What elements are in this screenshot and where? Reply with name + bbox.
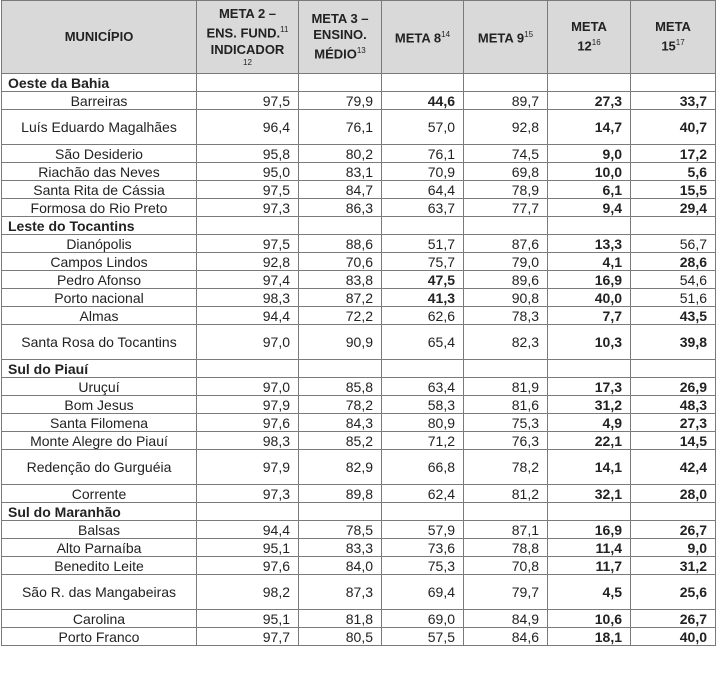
meta9-cell: 81,9 <box>464 378 548 396</box>
meta15-cell: 29,4 <box>631 199 716 217</box>
region-empty-cell <box>299 360 382 378</box>
meta12-cell: 31,2 <box>548 396 631 414</box>
meta8-cell: 63,4 <box>382 378 464 396</box>
table-row <box>2 253 716 271</box>
meta8-cell: 57,9 <box>382 521 464 539</box>
municipio-cell: Porto nacional <box>2 289 197 307</box>
region-empty-cell <box>299 74 382 92</box>
meta2-cell: 97,9 <box>197 396 299 414</box>
meta15-cell: 33,7 <box>631 92 716 110</box>
meta12-cell: 10,6 <box>548 610 631 628</box>
meta9-cell: 79,7 <box>464 575 548 610</box>
meta15-cell: 9,0 <box>631 539 716 557</box>
meta2-cell: 97,3 <box>197 199 299 217</box>
meta9-cell: 89,6 <box>464 271 548 289</box>
table-row <box>2 396 716 414</box>
header-meta9-sup: 15 <box>524 30 534 40</box>
meta15-cell: 28,0 <box>631 485 716 503</box>
meta9-cell: 74,5 <box>464 145 548 163</box>
municipio-cell: Benedito Leite <box>2 557 197 575</box>
meta9-cell: 89,7 <box>464 92 548 110</box>
meta15-cell: 56,7 <box>631 235 716 253</box>
region-empty-cell <box>382 217 464 235</box>
header-meta9-label: META 9 <box>477 30 525 46</box>
region-empty-cell <box>197 503 299 521</box>
region-empty-cell <box>464 217 548 235</box>
meta8-cell: 57,5 <box>382 628 464 646</box>
meta8-cell: 71,2 <box>382 432 464 450</box>
meta12-cell: 7,7 <box>548 307 631 325</box>
region-label: Sul do Maranhão <box>2 503 197 521</box>
meta9-cell: 92,8 <box>464 110 548 145</box>
meta15-cell: 54,6 <box>631 271 716 289</box>
region-empty-cell <box>548 503 631 521</box>
meta12-cell: 4,1 <box>548 253 631 271</box>
meta9-cell: 81,6 <box>464 396 548 414</box>
meta2-cell: 95,1 <box>197 610 299 628</box>
header-meta15-line2: 15 <box>661 38 676 54</box>
meta9-cell: 79,0 <box>464 253 548 271</box>
region-empty-cell <box>382 360 464 378</box>
meta3-cell: 88,6 <box>299 235 382 253</box>
meta12-cell: 16,9 <box>548 271 631 289</box>
meta2-cell: 97,7 <box>197 628 299 646</box>
municipio-cell: Uruçuí <box>2 378 197 396</box>
meta12-cell: 4,9 <box>548 414 631 432</box>
meta15-cell: 27,3 <box>631 414 716 432</box>
meta12-cell: 11,4 <box>548 539 631 557</box>
meta12-cell: 16,9 <box>548 521 631 539</box>
meta2-cell: 97,3 <box>197 485 299 503</box>
meta9-cell: 82,3 <box>464 325 548 360</box>
municipio-cell: Campos Lindos <box>2 253 197 271</box>
meta8-cell: 63,7 <box>382 199 464 217</box>
meta2-cell: 98,2 <box>197 575 299 610</box>
region-empty-cell <box>631 360 716 378</box>
municipio-cell: Santa Rosa do Tocantins <box>2 325 197 360</box>
meta2-cell: 97,5 <box>197 181 299 199</box>
header-meta2-line1: META 2 – <box>218 6 277 22</box>
header-meta12 <box>548 1 631 74</box>
meta3-cell: 84,0 <box>299 557 382 575</box>
meta3-cell: 84,7 <box>299 181 382 199</box>
meta2-cell: 94,4 <box>197 307 299 325</box>
table-row <box>2 557 716 575</box>
region-label: Oeste da Bahia <box>2 74 197 92</box>
meta8-cell: 75,3 <box>382 557 464 575</box>
table-row <box>2 325 716 360</box>
meta15-cell: 26,9 <box>631 378 716 396</box>
meta3-cell: 76,1 <box>299 110 382 145</box>
meta8-cell: 64,4 <box>382 181 464 199</box>
region-empty-cell <box>299 217 382 235</box>
meta3-cell: 83,3 <box>299 539 382 557</box>
municipio-cell: Dianópolis <box>2 235 197 253</box>
header-meta3-line1: META 3 – <box>311 11 369 27</box>
meta12-cell: 11,7 <box>548 557 631 575</box>
header-meta3-sup: 13 <box>356 46 366 56</box>
table-row <box>2 163 716 181</box>
region-empty-cell <box>382 74 464 92</box>
region-empty-cell <box>464 74 548 92</box>
meta3-cell: 80,2 <box>299 145 382 163</box>
region-label: Leste do Tocantins <box>2 217 197 235</box>
municipio-cell: Redenção do Gurguéia <box>2 450 197 485</box>
header-meta15-sup: 17 <box>675 38 685 48</box>
header-meta8-sup: 14 <box>441 30 451 40</box>
meta3-cell: 89,8 <box>299 485 382 503</box>
table-row <box>2 271 716 289</box>
meta9-cell: 75,3 <box>464 414 548 432</box>
table-row <box>2 610 716 628</box>
meta8-cell: 57,0 <box>382 110 464 145</box>
table-body <box>2 74 716 646</box>
municipio-cell: Carolina <box>2 610 197 628</box>
meta15-cell: 25,6 <box>631 575 716 610</box>
meta15-cell: 28,6 <box>631 253 716 271</box>
header-meta2-line3: INDICADOR <box>210 41 285 57</box>
meta9-cell: 77,7 <box>464 199 548 217</box>
header-meta8-label: META 8 <box>394 30 442 46</box>
meta8-cell: 44,6 <box>382 92 464 110</box>
meta9-cell: 87,6 <box>464 235 548 253</box>
header-meta3 <box>299 1 382 74</box>
table-row <box>2 110 716 145</box>
meta3-cell: 79,9 <box>299 92 382 110</box>
meta15-cell: 42,4 <box>631 450 716 485</box>
meta8-cell: 69,0 <box>382 610 464 628</box>
meta2-cell: 97,0 <box>197 378 299 396</box>
meta12-cell: 4,5 <box>548 575 631 610</box>
meta3-cell: 82,9 <box>299 450 382 485</box>
meta2-cell: 97,9 <box>197 450 299 485</box>
table-row <box>2 628 716 646</box>
table-row <box>2 181 716 199</box>
meta8-cell: 47,5 <box>382 271 464 289</box>
meta2-cell: 97,5 <box>197 92 299 110</box>
meta15-cell: 14,5 <box>631 432 716 450</box>
meta9-cell: 90,8 <box>464 289 548 307</box>
header-meta12-sup: 16 <box>591 38 601 48</box>
meta3-cell: 85,8 <box>299 378 382 396</box>
meta12-cell: 40,0 <box>548 289 631 307</box>
meta12-cell: 13,3 <box>548 235 631 253</box>
region-empty-cell <box>299 503 382 521</box>
region-label: Sul do Piauí <box>2 360 197 378</box>
table-row <box>2 432 716 450</box>
meta8-cell: 51,7 <box>382 235 464 253</box>
region-empty-cell <box>548 74 631 92</box>
table-row <box>2 450 716 485</box>
header-meta2-sup: 11 <box>280 25 289 35</box>
meta8-cell: 76,1 <box>382 145 464 163</box>
meta2-cell: 97,6 <box>197 414 299 432</box>
meta15-cell: 26,7 <box>631 521 716 539</box>
meta15-cell: 17,2 <box>631 145 716 163</box>
header-meta2-sub: 12 <box>243 57 252 67</box>
meta8-cell: 69,4 <box>382 575 464 610</box>
municipio-cell: Santa Filomena <box>2 414 197 432</box>
meta8-cell: 65,4 <box>382 325 464 360</box>
meta3-cell: 78,2 <box>299 396 382 414</box>
municipio-cell: São Desiderio <box>2 145 197 163</box>
meta12-cell: 22,1 <box>548 432 631 450</box>
meta15-cell: 31,2 <box>631 557 716 575</box>
meta2-cell: 92,8 <box>197 253 299 271</box>
meta3-cell: 83,8 <box>299 271 382 289</box>
meta9-cell: 78,2 <box>464 450 548 485</box>
municipio-cell: Luís Eduardo Magalhães <box>2 110 197 145</box>
municipio-cell: Balsas <box>2 521 197 539</box>
municipio-cell: Riachão das Neves <box>2 163 197 181</box>
meta2-cell: 97,4 <box>197 271 299 289</box>
meta8-cell: 62,4 <box>382 485 464 503</box>
meta2-cell: 94,4 <box>197 521 299 539</box>
meta12-cell: 6,1 <box>548 181 631 199</box>
table-row <box>2 307 716 325</box>
meta2-cell: 98,3 <box>197 289 299 307</box>
meta2-cell: 98,3 <box>197 432 299 450</box>
region-empty-cell <box>464 360 548 378</box>
region-row <box>2 503 716 521</box>
region-empty-cell <box>464 503 548 521</box>
region-row <box>2 74 716 92</box>
meta15-cell: 43,5 <box>631 307 716 325</box>
region-row <box>2 217 716 235</box>
table-row <box>2 521 716 539</box>
meta2-cell: 96,4 <box>197 110 299 145</box>
meta9-cell: 84,6 <box>464 628 548 646</box>
meta2-cell: 97,0 <box>197 325 299 360</box>
municipio-cell: Almas <box>2 307 197 325</box>
meta15-cell: 15,5 <box>631 181 716 199</box>
region-empty-cell <box>382 503 464 521</box>
header-meta3-line2: ENSINO. <box>313 27 367 43</box>
meta9-cell: 76,3 <box>464 432 548 450</box>
region-empty-cell <box>197 217 299 235</box>
meta15-cell: 5,6 <box>631 163 716 181</box>
meta12-cell: 18,1 <box>548 628 631 646</box>
region-row <box>2 360 716 378</box>
region-empty-cell <box>548 360 631 378</box>
meta12-cell: 14,1 <box>548 450 631 485</box>
region-empty-cell <box>631 217 716 235</box>
header-meta15-line1: META <box>655 19 691 35</box>
meta3-cell: 87,3 <box>299 575 382 610</box>
meta3-cell: 84,3 <box>299 414 382 432</box>
region-empty-cell <box>548 217 631 235</box>
meta15-cell: 26,7 <box>631 610 716 628</box>
municipio-cell: Porto Franco <box>2 628 197 646</box>
meta15-cell: 40,7 <box>631 110 716 145</box>
table-row <box>2 199 716 217</box>
meta9-cell: 78,8 <box>464 539 548 557</box>
header-municipio: MUNICÍPIO <box>2 1 197 74</box>
meta8-cell: 80,9 <box>382 414 464 432</box>
table-row <box>2 235 716 253</box>
table-row <box>2 414 716 432</box>
meta3-cell: 70,6 <box>299 253 382 271</box>
meta8-cell: 41,3 <box>382 289 464 307</box>
table-row <box>2 485 716 503</box>
table-row <box>2 575 716 610</box>
meta2-cell: 95,8 <box>197 145 299 163</box>
region-empty-cell <box>197 360 299 378</box>
meta12-cell: 17,3 <box>548 378 631 396</box>
municipio-cell: Formosa do Rio Preto <box>2 199 197 217</box>
municipio-cell: Pedro Afonso <box>2 271 197 289</box>
meta8-cell: 62,6 <box>382 307 464 325</box>
meta9-cell: 78,9 <box>464 181 548 199</box>
meta2-cell: 95,0 <box>197 163 299 181</box>
meta9-cell: 70,8 <box>464 557 548 575</box>
table-row <box>2 539 716 557</box>
meta3-cell: 72,2 <box>299 307 382 325</box>
meta15-cell: 51,6 <box>631 289 716 307</box>
header-meta8 <box>382 1 464 74</box>
municipio-cell: Santa Rita de Cássia <box>2 181 197 199</box>
meta9-cell: 69,8 <box>464 163 548 181</box>
municipio-cell: Alto Parnaíba <box>2 539 197 557</box>
meta8-cell: 73,6 <box>382 539 464 557</box>
meta9-cell: 81,2 <box>464 485 548 503</box>
meta3-cell: 85,2 <box>299 432 382 450</box>
meta2-cell: 95,1 <box>197 539 299 557</box>
meta3-cell: 83,1 <box>299 163 382 181</box>
region-empty-cell <box>631 74 716 92</box>
table-row <box>2 378 716 396</box>
header-meta2-line2: ENS. FUND. <box>206 25 281 41</box>
meta12-cell: 9,4 <box>548 199 631 217</box>
table-header <box>2 1 716 74</box>
header-meta3-line3: MÉDIO <box>314 46 357 62</box>
metas-table <box>1 0 716 646</box>
municipio-cell: Barreiras <box>2 92 197 110</box>
meta3-cell: 90,9 <box>299 325 382 360</box>
header-meta9 <box>464 1 548 74</box>
header-meta12-line1: META <box>571 19 607 35</box>
meta15-cell: 48,3 <box>631 396 716 414</box>
meta2-cell: 97,5 <box>197 235 299 253</box>
meta3-cell: 80,5 <box>299 628 382 646</box>
meta3-cell: 87,2 <box>299 289 382 307</box>
meta8-cell: 70,9 <box>382 163 464 181</box>
meta8-cell: 75,7 <box>382 253 464 271</box>
meta12-cell: 27,3 <box>548 92 631 110</box>
meta12-cell: 10,3 <box>548 325 631 360</box>
municipio-cell: Corrente <box>2 485 197 503</box>
municipio-cell: São R. das Mangabeiras <box>2 575 197 610</box>
table-row <box>2 289 716 307</box>
meta12-cell: 14,7 <box>548 110 631 145</box>
region-empty-cell <box>197 74 299 92</box>
meta15-cell: 40,0 <box>631 628 716 646</box>
meta3-cell: 78,5 <box>299 521 382 539</box>
meta15-cell: 39,8 <box>631 325 716 360</box>
meta12-cell: 9,0 <box>548 145 631 163</box>
meta2-cell: 97,6 <box>197 557 299 575</box>
meta9-cell: 84,9 <box>464 610 548 628</box>
meta9-cell: 87,1 <box>464 521 548 539</box>
meta9-cell: 78,3 <box>464 307 548 325</box>
meta12-cell: 32,1 <box>548 485 631 503</box>
meta8-cell: 58,3 <box>382 396 464 414</box>
municipio-cell: Bom Jesus <box>2 396 197 414</box>
meta8-cell: 66,8 <box>382 450 464 485</box>
meta3-cell: 81,8 <box>299 610 382 628</box>
region-empty-cell <box>631 503 716 521</box>
table-row <box>2 92 716 110</box>
meta12-cell: 10,0 <box>548 163 631 181</box>
municipio-cell: Monte Alegre do Piauí <box>2 432 197 450</box>
header-meta15 <box>631 1 716 74</box>
table-row <box>2 145 716 163</box>
header-meta2 <box>197 1 299 74</box>
header-meta12-line2: 12 <box>577 38 592 54</box>
meta3-cell: 86,3 <box>299 199 382 217</box>
